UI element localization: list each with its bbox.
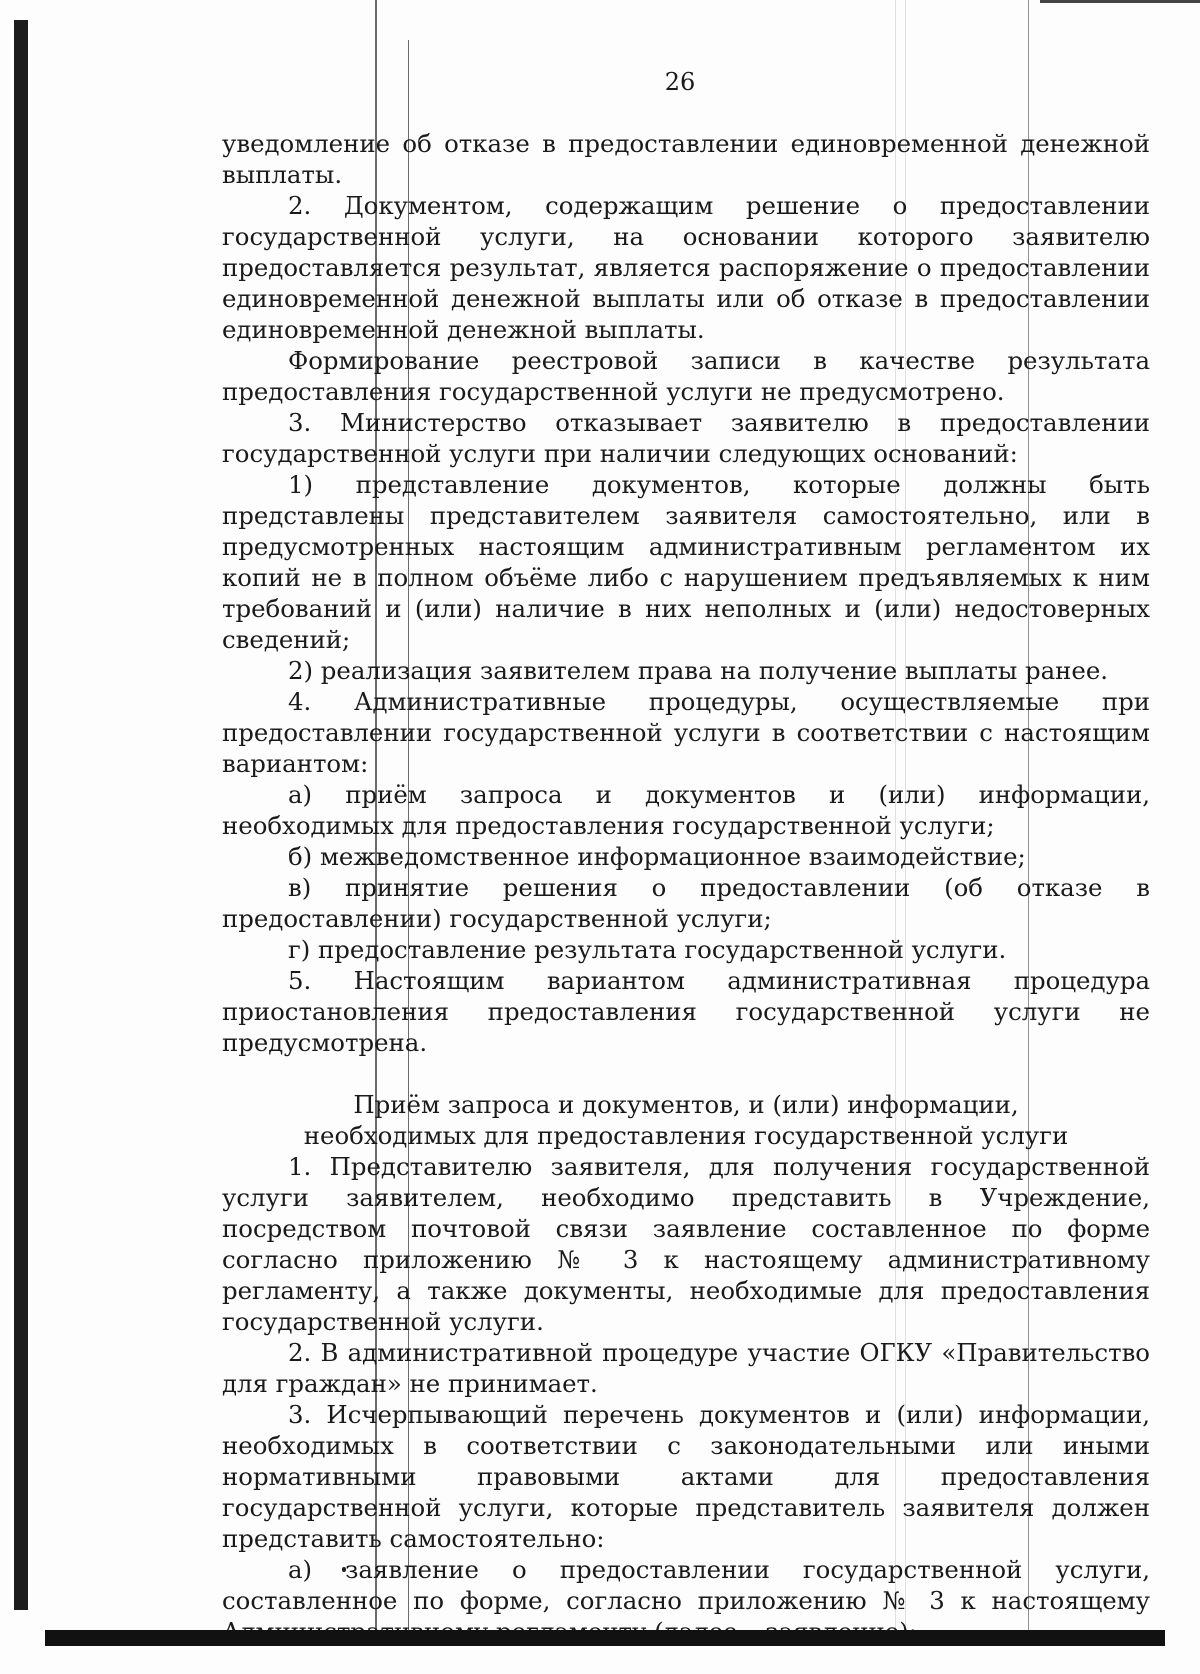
paragraph: 2) реализация заявителем права на получение выплаты ранее. xyxy=(288,656,1109,685)
paragraph: а) заявление о предоставлении государственной услуги, составленное по форме, согласно приложению № 3 к настоящему xyxy=(222,1555,1150,1615)
paragraph: 1) представление документов, которые должны быть представлены представителем заявителя самостоятельно, или в предусмотренных настоящим административным регламентом их копий не в полном объёме либо с нарушением предъявляемых к ним требований и (или) наличие в них неполных и (или) недостоверных сведений; xyxy=(222,470,1150,654)
paragraph: 4. Административные процедуры, осуществляемые при предоставлении государственной услуги в соответствии с настоящим вариантом: xyxy=(222,687,1150,778)
scan-edge-bottom xyxy=(45,1630,1165,1646)
paragraph: 5. Настоящим вариантом административная процедура приостановления предоставления государственной услуги не предусмотрена. xyxy=(222,966,1150,1057)
paragraph: 1. Представителю заявителя, для получения государственной услуги заявителем, необходимо представить в Учреждение, посредством почтовой связи заявление составленное по форме согласно приложению № 3 к настоящему административному регламенту, а также документы, необходимые для предоставления государственной услуги. xyxy=(222,1152,1150,1336)
paragraph: 2. В административной процедуре участие ОГКУ «Правительство для граждан» не принимает. xyxy=(222,1338,1150,1398)
scan-edge-top xyxy=(1040,0,1200,3)
paragraph: г) предоставление результата государственной услуги. xyxy=(288,935,1007,964)
paragraph: Формирование реестровой записи в качестве результата предоставления государственной услуги не предусмотрено. xyxy=(222,346,1150,406)
paragraph: 2. Документом, содержащим решение о предоставлении государственной услуги, на основании которого заявителю предоставляется результат, является распоряжение о предоставлении единовременной денежной выплаты или об отказе в предоставлении единовременной денежной выплаты. xyxy=(222,191,1150,344)
paragraph: в) принятие решения о предоставлении (об отказе в предоставлении) государственной услуги; xyxy=(222,873,1150,933)
scan-edge-left xyxy=(14,20,28,1610)
paragraph: 3. Министерство отказывает заявителю в предоставлении государственной услуги при наличии следующих оснований: xyxy=(222,408,1150,468)
paragraph: 3. Исчерпывающий перечень документов и (или) информации, необходимых в соответствии с законодательными или иными нормативными правовыми актами для предоставления государственной услуги, которые представитель заявителя должен представить самостоятельно: xyxy=(222,1400,1150,1553)
document-body xyxy=(222,128,1150,1647)
paragraph: уведомление об отказе в предоставлении единовременной денежной выплаты. xyxy=(222,129,1150,189)
page-number: 26 xyxy=(664,68,696,96)
section-heading: Приём запроса и документов, и (или) информации, необходимых для предоставления государственной услуги xyxy=(303,1090,1069,1150)
paragraph: б) межведомственное информационное взаимодействие; xyxy=(288,842,1026,871)
paragraph: а) приём запроса и документов и (или) информации, необходимых для предоставления государственной услуги; xyxy=(222,780,1150,840)
